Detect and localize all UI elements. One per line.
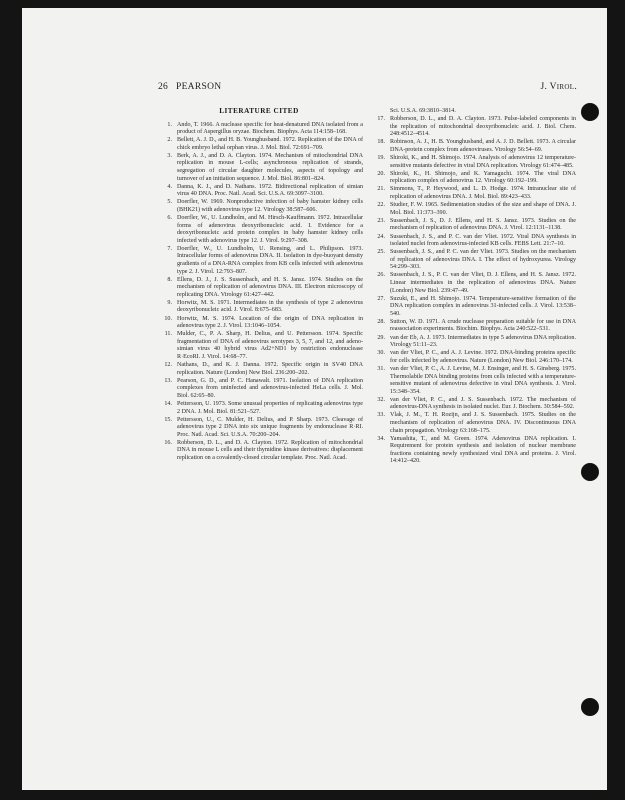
reference-text: Studier, F. W. 1965. Sedimentation studies of the size and shape of DNA. J. Mol. Biol. 11:373–390.: [390, 202, 576, 216]
reference-item: [155, 246, 363, 276]
binder-hole: [581, 463, 599, 481]
reference-item: [155, 215, 363, 245]
reference-item: [368, 412, 576, 435]
reference-text: Sussenbach, J. S., and P. C. van der Vliet. 1972. Viral DNA synthesis in isolated nuclei from adenovirus-infected KB cells. FEBS Lett. 21:7–10.: [390, 233, 576, 248]
reference-number: 11.: [164, 331, 172, 338]
reference-number: 7.: [167, 245, 172, 252]
reference-text: Doerfler, W., U. Lundholm, and M. Hirsch-Kauffmann. 1972. Intracellular forms of adenovirus deoxyribonucleic acid. I. Evidence for a deoxyribonucleic acid protein complex in baby hamster kidney cells infected with adenovirus type 12. J. Virol. 9:297–308.: [177, 215, 363, 244]
reference-item: [368, 234, 576, 249]
reference-text: van der Vliet, P. C., and A. J. Levine. 1972. DNA-binding proteins specific for cells infected by adenovirus. Nature (London) New Biol. 246:170–174.: [390, 350, 576, 364]
reference-number: 18.: [377, 139, 385, 146]
reference-text: Suzuki, E., and H. Shimojo. 1974. Temperature-sensitive formation of the DNA replication complex in adenovirus 31-infected cells. J. Virol. 13:538–540.: [390, 295, 576, 317]
reference-text: Nathans, D., and K. J. Danna. 1972. Specific origin in SV40 DNA replication. Nature (London) New Biol. 236:200–202.: [177, 362, 363, 376]
reference-item: [368, 155, 576, 170]
reference-item: [155, 362, 363, 377]
reference-text: Shiroki, K., H. Shimojo, and K. Yamaguchi. 1974. The viral DNA replication complex of adenovirus 12. Virology 60:192–199.: [390, 170, 576, 185]
reference-text: Doerfler, W., U. Lundholm, U. Rensing, and L. Philipson. 1973. Intracellular forms of adenovirus DNA. II. Isolation in dye-buoyant density gradients of a DNA-RNA complex from KB cells infected with adenovirus type 2. J. Virol. 12:793–807.: [177, 245, 363, 275]
reference-number: 17.: [377, 116, 385, 123]
reference-number: 33.: [377, 412, 385, 419]
reference-text: Vlak, J. M., T. H. Rozijn, and J. S. Sussenbach. 1975. Studies on the mechanism of replication of adenovirus DNA. IV. Discontinuous DNA chain propagation. Virology 63:168–175.: [390, 412, 576, 434]
reference-number: 24.: [377, 233, 385, 240]
reference-item: [368, 397, 576, 412]
reference-number: 2.: [167, 137, 172, 144]
reference-number: 10.: [164, 315, 172, 322]
reference-text: Doerfler, W. 1969. Nonproductive infection of baby hamster kidney cells (BHK21) with adenovirus type 12. Virology 38:587–606.: [177, 199, 363, 213]
reference-text: Horwitz, M. S. 1974. Location of the origin of DNA replication in adenovirus type 2. J. Virol. 13:1046–1054.: [177, 315, 363, 330]
reference-number: 12.: [164, 362, 172, 369]
reference-number: 8.: [167, 276, 172, 283]
reference-text: Yamashita, T., and M. Green. 1974. Adenovirus DNA replication. I. Requirement for protein synthesis and isolation of nuclear membrane fractions containing newly synthesized viral DNA and proteins. J. Virol. 14:412–420.: [390, 435, 576, 465]
reference-number: 1.: [167, 121, 172, 128]
reference-text: Sussenbach, J. S., and P. C. van der Vliet. 1973. Studies on the mechanism of replication of adenovirus DNA. I. The effect of hydroxyurea. Virology 54:299–303.: [390, 249, 576, 271]
binder-hole: [581, 698, 599, 716]
reference-number: 25.: [377, 249, 385, 256]
reference-text: Ando, T. 1966. A nuclease specific for heat-denatured DNA isolated from a product of Aspergillus oryzae. Biochem. Biophys. Acta 114:158–168.: [177, 121, 363, 136]
reference-number: 29.: [377, 334, 385, 341]
reference-text: Pettersson, U., C. Mulder, H. Delius, and P. Sharp. 1973. Cleavage of adenovirus type 2 DNA into six unique fragments by endonuclease R·RI. Proc. Natl. Acad. Sci. U.S.A. 70:200–204.: [177, 416, 363, 438]
reference-item: [368, 350, 576, 365]
reference-number: 21.: [377, 186, 385, 193]
reference-number: 30.: [377, 350, 385, 357]
reference-number: 20.: [377, 170, 385, 177]
reference-number: 23.: [377, 217, 385, 224]
running-author: PEARSON: [176, 82, 222, 92]
reference-item: [368, 139, 576, 154]
reference-item: [155, 331, 363, 361]
reference-item: [368, 108, 576, 116]
reference-number: 13.: [164, 377, 172, 384]
reference-text: Robberson, D. L., and D. A. Clayton. 1972. Replication of mitochondrial DNA in mouse L cells and their thymidine kinase derivatives: displacement replication on a covalently-closed circular template. Proc. Natl. Acad.: [177, 439, 363, 461]
reference-text: Robinson, A. J., H. B. Younghusband, and A. J. D. Bellett. 1973. A circular DNA-protein complex from adenoviruses. Virology 56:54–69.: [390, 139, 576, 153]
reference-item: [368, 319, 576, 334]
reference-item: [368, 171, 576, 186]
reference-text: Sci. U.S.A. 69:3810–3814.: [390, 108, 456, 114]
reference-number: 27.: [377, 295, 385, 302]
reference-number: 4.: [167, 183, 172, 190]
binder-hole: [581, 103, 599, 121]
reference-item: [155, 401, 363, 416]
reference-text: Sutton, W. D. 1971. A crude nuclease preparation suitable for use in DNA reassociation experiments. Biochim. Biophys. Acta 240:522–531.: [390, 318, 576, 333]
reference-number: 9.: [167, 299, 172, 306]
reference-item: [155, 277, 363, 300]
reference-item: [155, 300, 363, 315]
reference-item: [368, 218, 576, 233]
reference-text: Bellett, A. J. D., and H. B. Younghusband. 1972. Replication of the DNA of chick embryo lethal orphan virus. J. Mol. Biol. 72:691–709.: [177, 137, 363, 151]
reference-item: [155, 137, 363, 152]
reference-text: Robberson, D. L., and D. A. Clayton. 1973. Pulse-labeled components in the replication of mitochondrial deoxyribonucleic acid. J. Biol. Chem. 248:4512–4514.: [390, 116, 576, 138]
reference-item: [368, 436, 576, 466]
section-title: LITERATURE CITED: [219, 107, 299, 115]
reference-text: Mulder, C., P. A. Sharp, H. Delius, and U. Pettersson. 1974. Specific fragmentation of DNA of adenovirus serotypes 3, 5, 7, and 12, and adeno-simian virus 40 hybrid virus Ad2+ND1 by restriction endonuclease R·EcoRI. J. Virol. 14:68–77.: [177, 331, 363, 360]
reference-item: [368, 335, 576, 350]
page-number: 26: [158, 82, 169, 92]
references-left-column: [155, 108, 363, 463]
reference-number: 6.: [167, 215, 172, 222]
reference-item: [155, 199, 363, 214]
reference-text: Pearson, G. D., and P. C. Hanawalt. 1971. Isolation of DNA replication complexes from uninfected and adenovirus-infected HeLa cells. J. Mol. Biol. 62:65–80.: [177, 377, 363, 399]
reference-item: [368, 202, 576, 217]
reference-number: 22.: [377, 202, 385, 209]
reference-text: Sussenbach, J. S., P. C. van der Vliet, D. J. Ellens, and H. S. Jansz. 1972. Linear intermediates in the replication of adenovirus DNA. Nature (London) New Biol. 239:47–49.: [390, 272, 576, 294]
reference-item: [155, 184, 363, 199]
reference-text: Berk, A. J., and D. A. Clayton. 1974. Mechanism of mitochondrial DNA replication in mouse L-cells; asynchronous replication of strands, segregation of circular daughter molecules, aspects of topology and turnover of an initiation sequence. J. Mol. Biol. 86:801–824.: [177, 152, 363, 182]
reference-text: Sussenbach, J. S., D. J. Ellens, and H. S. Jansz. 1973. Studies on the mechanism of replication of adenovirus DNA. J. Virol. 12:1131–1138.: [390, 217, 576, 232]
reference-number: 31.: [377, 365, 385, 372]
reference-number: 34.: [377, 435, 385, 442]
reference-text: Danna, K. J., and D. Nathans. 1972. Bidirectional replication of simian virus 40 DNA. Proc. Natl. Acad. Sci. U.S.A. 69:3097–3100.: [177, 183, 363, 198]
reference-item: [368, 272, 576, 295]
reference-text: Horwitz, M. S. 1971. Intermediates in the synthesis of type 2 adenovirus deoxyribonucleic acid. J. Virol. 8:675–683.: [177, 299, 363, 314]
reference-item: [155, 440, 363, 463]
reference-item: [368, 186, 576, 201]
reference-text: van der Vliet, P. C., A. J. Levine, M. J. Ensinger, and H. S. Ginsberg. 1975. Thermolabile DNA binding proteins from cells infected with a temperature-sensitive mutant of adenovirus defective in viral DNA synthesis. J. Virol. 15:348–354.: [390, 365, 576, 395]
reference-item: [368, 296, 576, 319]
journal-abbrev: J. Virol.: [540, 82, 577, 92]
reference-number: 16.: [164, 439, 172, 446]
reference-item: [155, 378, 363, 401]
reference-item: [368, 366, 576, 396]
reference-text: van der Vliet, P. C., and J. S. Sussenbach. 1972. The mechanism of adenovirus-DNA synthesis in isolated nuclei. Eur. J. Biochem. 30:584–592.: [390, 396, 576, 411]
reference-number: 19.: [377, 155, 385, 162]
reference-item: [155, 417, 363, 440]
reference-item: [155, 122, 363, 137]
reference-number: 32.: [377, 396, 385, 403]
reference-text: Simmons, T., P. Heywood, and L. D. Hodge. 1974. Intranuclear site of replication of adenovirus DNA. J. Mol. Biol. 89:423–433.: [390, 186, 576, 200]
reference-number: 28.: [377, 318, 385, 325]
reference-item: [155, 153, 363, 183]
reference-item: [368, 249, 576, 272]
reference-text: Shiroki, K., and H. Shimojo. 1974. Analysis of adenovirus 12 temperature-sensitive mutants defective in viral DNA replication. Virology 61:474–485.: [390, 155, 576, 169]
reference-number: 14.: [164, 400, 172, 407]
reference-text: Pettersson, U. 1973. Some unusual properties of replicating adenovirus type 2 DNA. J. Mol. Biol. 81:521–527.: [177, 400, 363, 415]
reference-number: 5.: [167, 199, 172, 206]
reference-text: Ellens, D. J., J. S. Sussenbach, and H. S. Jansz. 1974. Studies on the mechanism of replication of adenovirus DNA. III. Electron microscopy of replicating DNA. Virology 61:427–442.: [177, 276, 363, 298]
reference-number: 15.: [164, 416, 172, 423]
reference-number: 3.: [167, 152, 172, 159]
reference-item: [368, 116, 576, 139]
references-right-column: [368, 108, 576, 466]
reference-item: [155, 316, 363, 331]
reference-text: van der Eb, A. J. 1973. Intermediates in type 5 adenovirus DNA replication. Virology 51:11–23.: [390, 334, 576, 349]
reference-number: 26.: [377, 272, 385, 279]
